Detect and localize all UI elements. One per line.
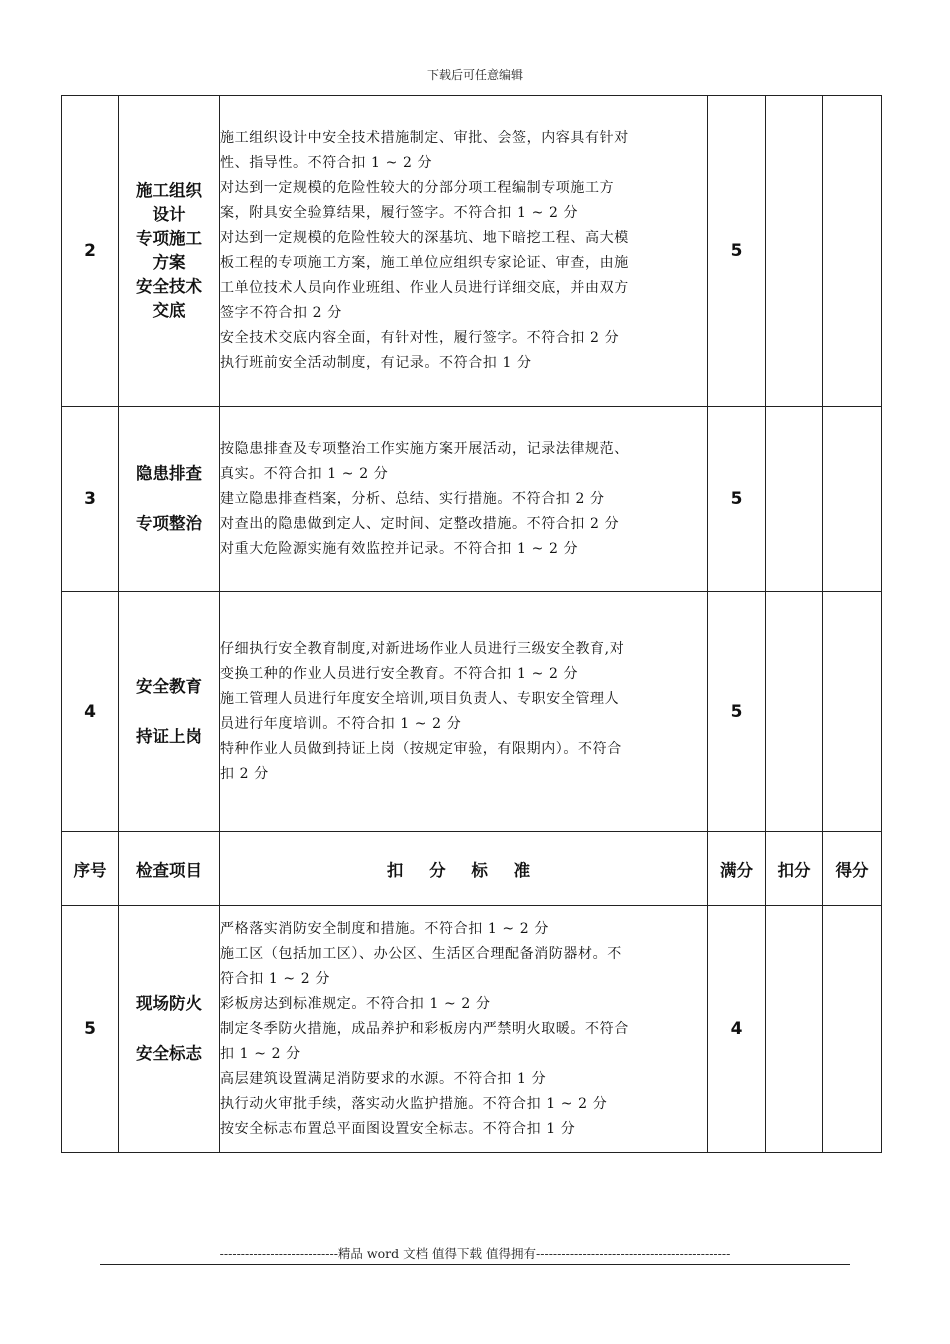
deduction-criteria bbox=[220, 96, 708, 407]
final-score bbox=[823, 407, 882, 592]
criteria-line: 变换工种的作业人员进行安全教育。不符合扣 1 ~ 2 分 bbox=[220, 665, 579, 682]
check-item-line: 安全技术 bbox=[136, 277, 202, 296]
table-row bbox=[62, 592, 882, 832]
final-score bbox=[823, 96, 882, 407]
criteria-line: 严格落实消防安全制度和措施。不符合扣 1 ~ 2 分 bbox=[220, 920, 549, 937]
criteria-line: 扣 1 ~ 2 分 bbox=[220, 1045, 301, 1062]
criteria-line: 彩板房达到标准规定。不符合扣 1 ~ 2 分 bbox=[220, 995, 491, 1012]
table-row bbox=[62, 96, 882, 407]
deduct-score bbox=[766, 407, 823, 592]
check-item-line: 隐患排查 bbox=[136, 464, 202, 483]
footer-rule bbox=[100, 1264, 850, 1265]
full-score: 5 bbox=[708, 407, 766, 592]
check-item bbox=[119, 592, 220, 832]
check-item bbox=[119, 906, 220, 1153]
criteria-line: 施工区（包括加工区）、办公区、生活区合理配备消防器材。不 bbox=[220, 945, 622, 962]
safety-check-table bbox=[61, 95, 882, 1153]
final-score bbox=[823, 592, 882, 832]
check-item-line: 持证上岗 bbox=[136, 726, 202, 746]
deduction-criteria bbox=[220, 407, 708, 592]
check-item bbox=[119, 96, 220, 407]
criteria-line: 执行班前安全活动制度，有记录。不符合扣 1 分 bbox=[220, 355, 532, 371]
criteria-line: 对查出的隐患做到定人、定时间、定整改措施。不符合扣 2 分 bbox=[220, 515, 620, 532]
criteria-line: 特种作业人员做到持证上岗（按规定审验，有限期内）。不符合 bbox=[220, 740, 622, 757]
header-criteria: 扣 分 标 准 bbox=[220, 832, 708, 906]
deduct-score bbox=[766, 906, 823, 1153]
check-item-line: 方案 bbox=[152, 253, 186, 272]
criteria-line: 建立隐患排查档案，分析、总结、实行措施。不符合扣 2 分 bbox=[220, 490, 605, 507]
header-score: 得分 bbox=[823, 832, 882, 906]
table-header-row bbox=[62, 832, 882, 906]
check-item-line: 施工组织 bbox=[136, 181, 202, 200]
final-score bbox=[823, 906, 882, 1153]
check-item bbox=[119, 407, 220, 592]
criteria-line: 符合扣 1 ~ 2 分 bbox=[220, 970, 330, 987]
criteria-line: 对重大危险源实施有效监控并记录。不符合扣 1 ~ 2 分 bbox=[220, 540, 579, 557]
criteria-line: 安全技术交底内容全面，有针对性，履行签字。不符合扣 2 分 bbox=[220, 330, 620, 346]
criteria-line: 施工组织设计中安全技术措施制定、审批、会签，内容具有针对 bbox=[220, 130, 629, 146]
check-item-line: 安全标志 bbox=[136, 1044, 202, 1063]
criteria-line: 按隐患排查及专项整治工作实施方案开展活动，记录法律规范、 bbox=[220, 440, 629, 457]
deduct-score bbox=[766, 96, 823, 407]
criteria-line: 扣 2 分 bbox=[220, 765, 269, 782]
criteria-line: 制定冬季防火措施，成品养护和彩板房内严禁明火取暖。不符合 bbox=[220, 1020, 629, 1037]
criteria-line: 案，附具安全验算结果，履行签字。不符合扣 1 ~ 2 分 bbox=[220, 205, 579, 221]
check-item-line: 交底 bbox=[152, 301, 186, 320]
criteria-line: 员进行年度培训。不符合扣 1 ~ 2 分 bbox=[220, 715, 462, 732]
table-row bbox=[62, 407, 882, 592]
criteria-line: 按安全标志布置总平面图设置安全标志。不符合扣 1 分 bbox=[220, 1120, 576, 1137]
header-item: 检查项目 bbox=[119, 832, 220, 906]
full-score: 5 bbox=[708, 592, 766, 832]
criteria-line: 工单位技术人员向作业班组、作业人员进行详细交底，并由双方 bbox=[220, 280, 629, 296]
criteria-line: 板工程的专项施工方案，施工单位应组织专家论证、审查，由施 bbox=[220, 255, 629, 271]
check-item-line: 设计 bbox=[152, 205, 186, 224]
criteria-line: 对达到一定规模的危险性较大的深基坑、地下暗挖工程、高大模 bbox=[220, 230, 629, 246]
full-score: 5 bbox=[708, 96, 766, 407]
criteria-line: 仔细执行安全教育制度,对新进场作业人员进行三级安全教育,对 bbox=[220, 640, 625, 657]
check-item-line: 专项施工 bbox=[136, 229, 202, 248]
check-item-line: 现场防火 bbox=[136, 994, 202, 1013]
page-footer-note: ----------------------------精品 word 文档 值得下载 值得拥有---------------------------------------------- bbox=[219, 1246, 731, 1261]
deduction-criteria bbox=[220, 592, 708, 832]
criteria-line: 执行动火审批手续，落实动火监护措施。不符合扣 1 ~ 2 分 bbox=[220, 1095, 608, 1112]
header-seq: 序号 bbox=[62, 832, 119, 906]
table-row bbox=[62, 906, 882, 1153]
deduct-score bbox=[766, 592, 823, 832]
row-number: 5 bbox=[62, 906, 119, 1153]
check-item-line: 专项整治 bbox=[136, 514, 202, 533]
criteria-line: 对达到一定规模的危险性较大的分部分项工程编制专项施工方 bbox=[220, 180, 615, 196]
criteria-line: 真实。不符合扣 1 ~ 2 分 bbox=[220, 465, 389, 482]
row-number: 4 bbox=[62, 592, 119, 832]
deduction-criteria bbox=[220, 906, 708, 1153]
full-score: 4 bbox=[708, 906, 766, 1153]
row-number: 3 bbox=[62, 407, 119, 592]
check-item-line: 安全教育 bbox=[136, 676, 202, 696]
criteria-line: 高层建筑设置满足消防要求的水源。不符合扣 1 分 bbox=[220, 1070, 547, 1087]
criteria-line: 签字不符合扣 2 分 bbox=[220, 305, 342, 321]
page-header-note: 下载后可任意编辑 bbox=[426, 68, 523, 82]
criteria-line: 施工管理人员进行年度安全培训,项目负责人、专职安全管理人 bbox=[220, 690, 620, 707]
criteria-line: 性、指导性。不符合扣 1 ~ 2 分 bbox=[220, 155, 433, 171]
header-full: 满分 bbox=[708, 832, 766, 906]
header-deduct: 扣分 bbox=[766, 832, 823, 906]
row-number: 2 bbox=[62, 96, 119, 407]
